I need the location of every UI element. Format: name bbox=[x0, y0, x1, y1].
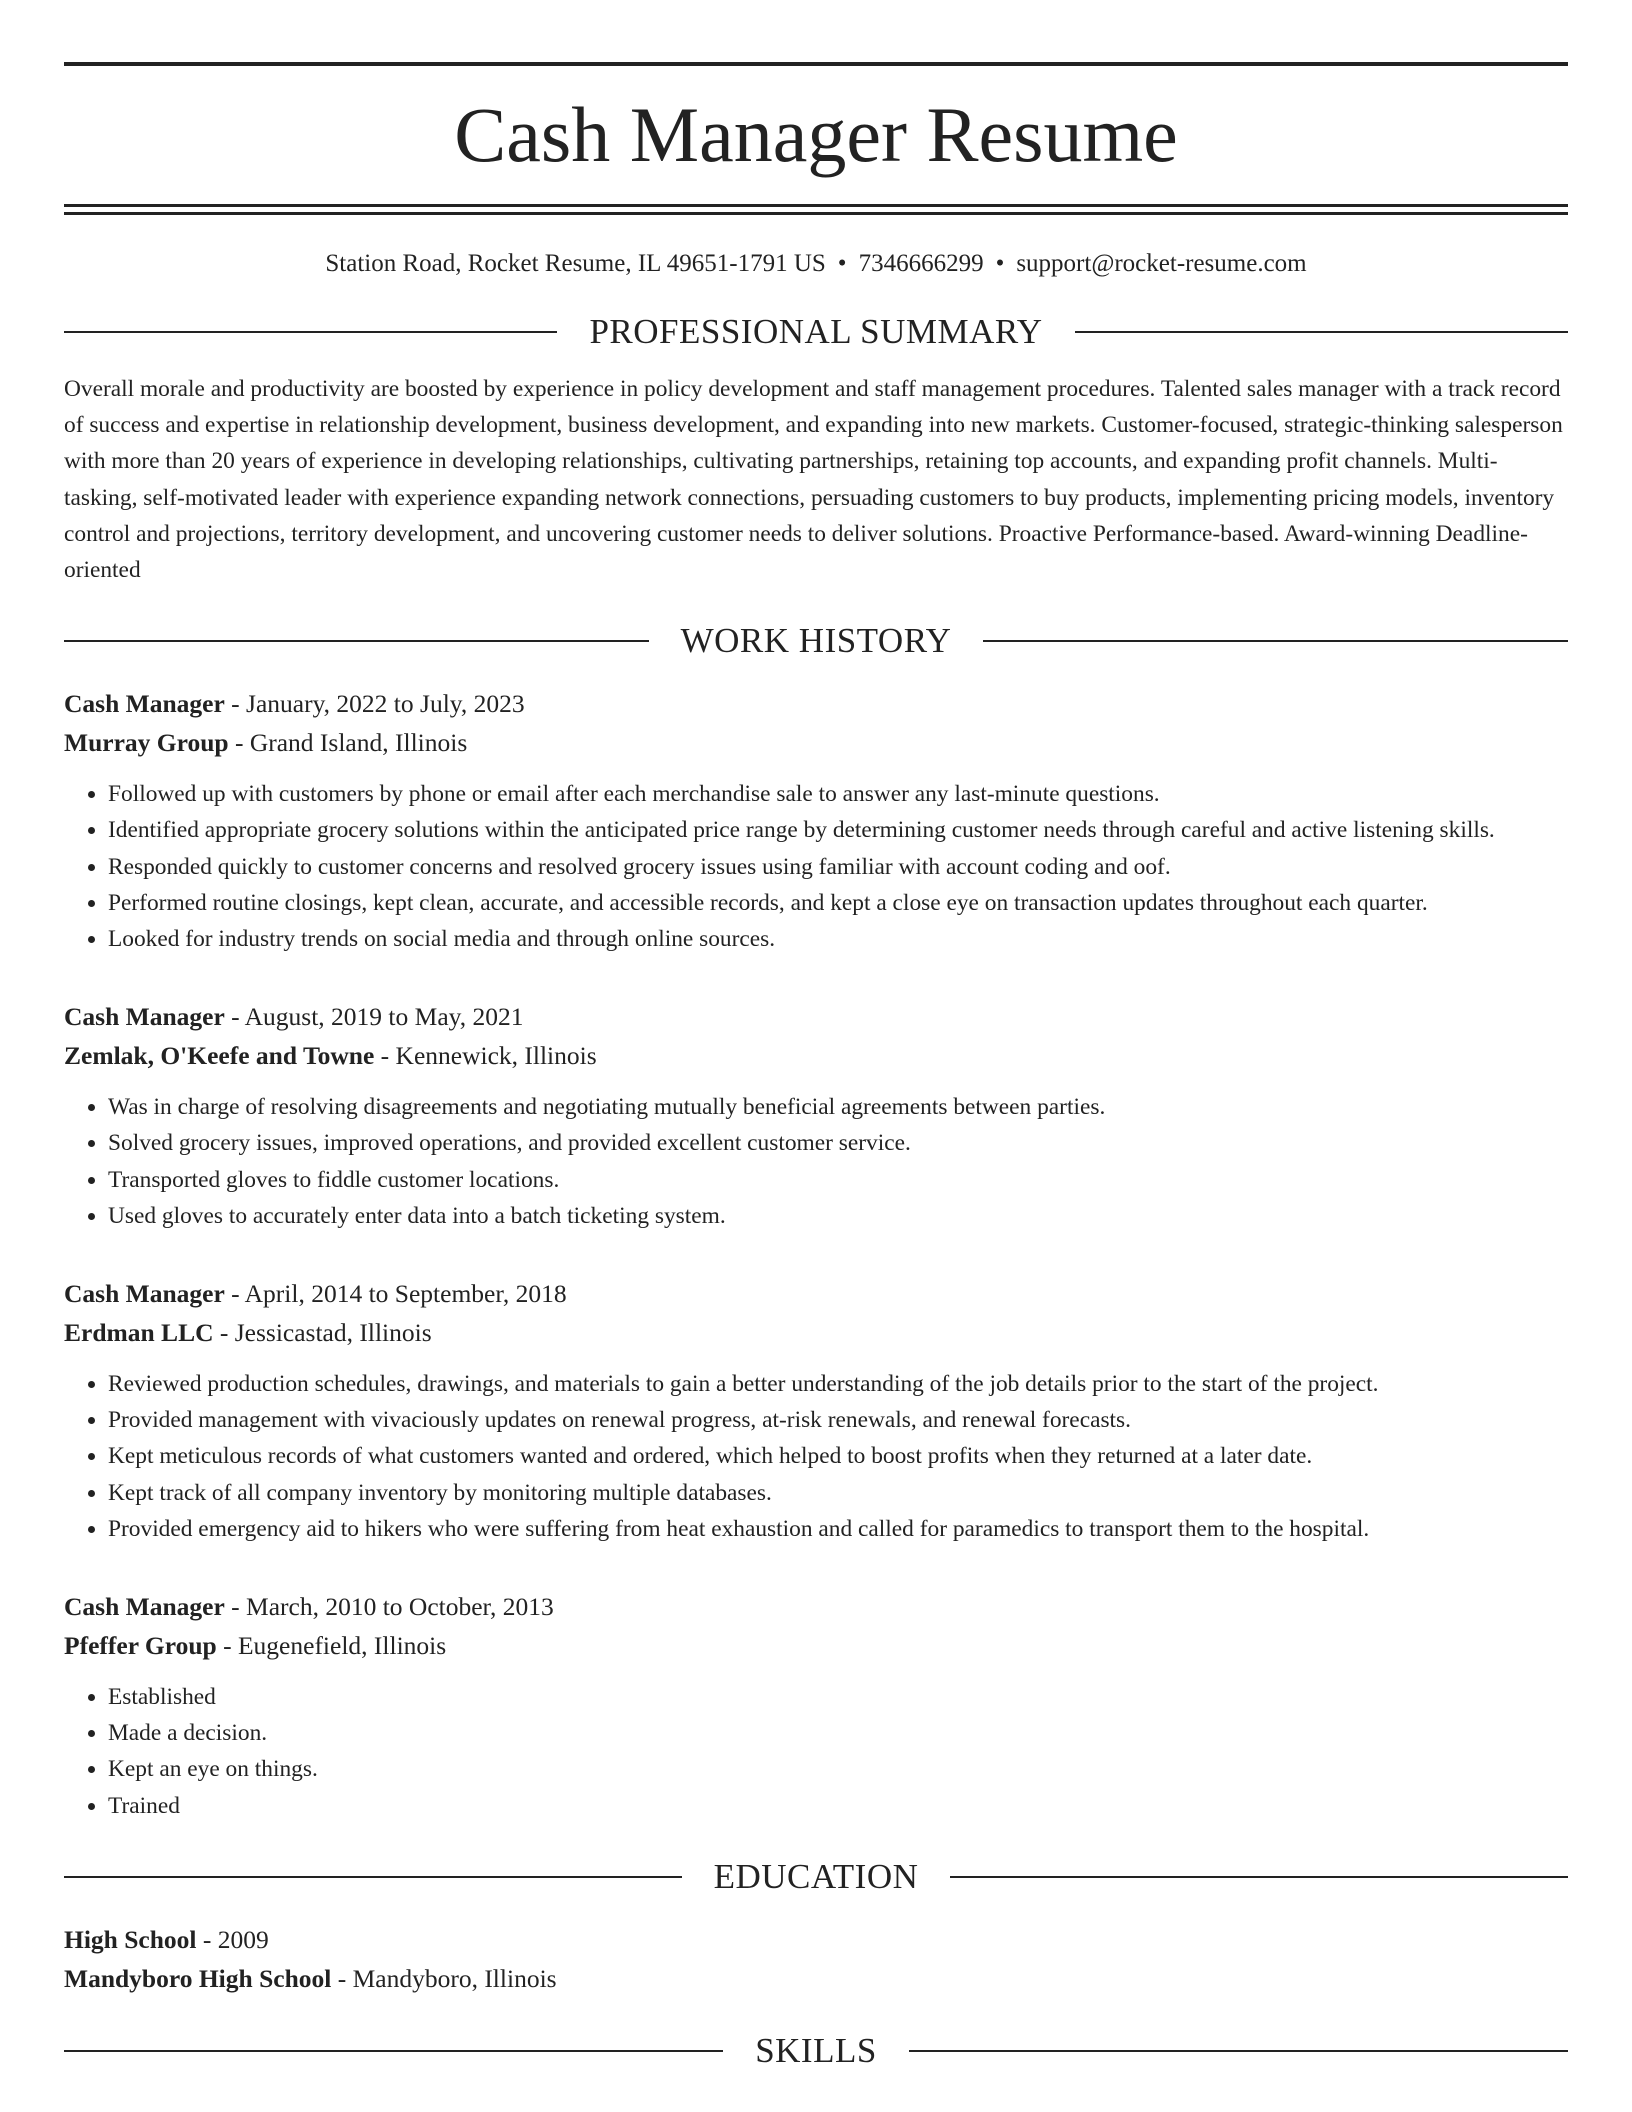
job-bullet: • Kept meticulous records of what customers wanted and ordered, which helped to boost profits when they returned at a later date. bbox=[108, 1438, 1568, 1474]
education-year: - 2009 bbox=[196, 1924, 269, 1954]
section-label: WORK HISTORY bbox=[680, 621, 952, 661]
job-location: - Kennewick, Illinois bbox=[374, 1041, 597, 1071]
contact-separator: • bbox=[837, 250, 847, 277]
section-heading-education bbox=[64, 1856, 1568, 1898]
job-dates: - August, 2019 to May, 2021 bbox=[224, 1002, 524, 1032]
section-label: EDUCATION bbox=[713, 1856, 919, 1896]
job-company-line bbox=[64, 723, 1568, 762]
job-bullet: • Performed routine closings, kept clean, accurate, and accessible records, and kept a close eye on transaction updates throughout each quarter. bbox=[108, 885, 1568, 921]
resume-page bbox=[64, 0, 1568, 2072]
job-bullet: • Reviewed production schedules, drawings, and materials to gain a better understanding of the job details prior to the start of the project. bbox=[108, 1366, 1568, 1402]
job-bullets bbox=[64, 1679, 1568, 1824]
job-title: Cash Manager bbox=[64, 1279, 225, 1309]
job-title-line bbox=[64, 997, 1568, 1036]
section-label: PROFESSIONAL SUMMARY bbox=[589, 312, 1043, 351]
section-heading-summary bbox=[64, 311, 1568, 353]
education-school: Mandyboro High School bbox=[64, 1963, 332, 1993]
job-bullet: • Followed up with customers by phone or email after each merchandise sale to answer any last-minute questions. bbox=[108, 776, 1568, 812]
job-bullet: • Provided management with vivaciously updates on renewal progress, at-risk renewals, and renewal forecasts. bbox=[108, 1402, 1568, 1438]
job-bullet: • Transported gloves to fiddle customer locations. bbox=[108, 1162, 1568, 1198]
job-bullet: • Used gloves to accurately enter data into a batch ticketing system. bbox=[108, 1198, 1568, 1234]
job-bullet: • Established bbox=[108, 1679, 1568, 1715]
heading-rule bbox=[64, 1876, 682, 1878]
job-entry bbox=[64, 1587, 1568, 1824]
job-bullet: • Looked for industry trends on social media and through online sources. bbox=[108, 921, 1568, 957]
job-title: Cash Manager bbox=[64, 689, 225, 719]
education-degree-line bbox=[64, 1920, 1568, 1959]
job-location: - Grand Island, Illinois bbox=[228, 728, 468, 758]
top-rule bbox=[64, 62, 1568, 66]
contact-line bbox=[64, 249, 1568, 279]
contact-address: Station Road, Rocket Resume, IL 49651-1791 US bbox=[325, 250, 826, 277]
heading-rule bbox=[64, 331, 557, 333]
heading-rule bbox=[983, 640, 1568, 642]
job-company-line bbox=[64, 1626, 1568, 1665]
job-bullet: • Responded quickly to customer concerns and resolved grocery issues using familiar with account coding and oof. bbox=[108, 849, 1568, 885]
job-bullets bbox=[64, 1366, 1568, 1547]
job-bullet: • Trained bbox=[108, 1788, 1568, 1824]
education-degree: High School bbox=[64, 1924, 197, 1954]
section-label: SKILLS bbox=[755, 2030, 877, 2070]
education-entry bbox=[64, 1920, 1568, 1998]
job-company: Zemlak, O'Keefe and Towne bbox=[64, 1041, 375, 1071]
heading-rule bbox=[950, 1876, 1568, 1878]
job-dates: - April, 2014 to September, 2018 bbox=[224, 1279, 567, 1309]
job-dates: - March, 2010 to October, 2013 bbox=[224, 1592, 554, 1622]
page-title: Cash Manager Resume bbox=[454, 91, 1178, 178]
contact-phone: 7346666299 bbox=[858, 250, 984, 277]
heading-rule bbox=[909, 2050, 1568, 2052]
job-bullet: • Kept an eye on things. bbox=[108, 1751, 1568, 1787]
job-bullets bbox=[64, 1089, 1568, 1234]
job-bullet: • Identified appropriate grocery solutions within the anticipated price range by determining customer needs through careful and active listening skills. bbox=[108, 812, 1568, 848]
job-entry bbox=[64, 997, 1568, 1234]
job-bullet: • Kept track of all company inventory by monitoring multiple databases. bbox=[108, 1475, 1568, 1511]
job-company-line bbox=[64, 1313, 1568, 1352]
job-location: - Eugenefield, Illinois bbox=[216, 1631, 447, 1661]
job-bullets bbox=[64, 776, 1568, 957]
job-title: Cash Manager bbox=[64, 1592, 225, 1622]
job-title-line bbox=[64, 1587, 1568, 1626]
heading-rule bbox=[64, 2050, 723, 2052]
job-company: Pfeffer Group bbox=[64, 1631, 217, 1661]
education-location: - Mandyboro, Illinois bbox=[331, 1963, 557, 1993]
job-entry bbox=[64, 684, 1568, 957]
job-location: - Jessicastad, Illinois bbox=[213, 1318, 432, 1348]
work-history-list bbox=[64, 684, 1568, 1824]
job-company-line bbox=[64, 1036, 1568, 1075]
contact-separator: • bbox=[995, 250, 1005, 277]
job-title-line bbox=[64, 1274, 1568, 1313]
title-double-rule bbox=[64, 204, 1568, 215]
job-bullet: • Provided emergency aid to hikers who were suffering from heat exhaustion and called for paramedics to transport them to the hospital. bbox=[108, 1511, 1568, 1547]
job-bullet: • Was in charge of resolving disagreements and negotiating mutually beneficial agreements between parties. bbox=[108, 1089, 1568, 1125]
summary-text: Overall morale and productivity are boosted by experience in policy development and staff management procedures. Talented sales manager with a track record of success and expertise in relationship development, business development, and expanding into new markets. Customer-focused, strategic-thinking salesperson with more than 20 years of experience in developing relationships, cultivating partnerships, retaining top accounts, and expanding profit channels. Multi-tasking, self-motivated leader with experience expanding network connections, persuading customers to buy products, implementing pricing models, inventory control and projections, territory development, and uncovering customer needs to deliver solutions. Proactive Performance-based. Award-winning Deadline-oriented bbox=[64, 376, 1563, 584]
job-entry bbox=[64, 1274, 1568, 1547]
heading-rule bbox=[1075, 331, 1568, 333]
job-title: Cash Manager bbox=[64, 1002, 225, 1032]
job-company: Murray Group bbox=[64, 728, 229, 758]
education-school-line bbox=[64, 1959, 1568, 1998]
job-dates: - January, 2022 to July, 2023 bbox=[224, 689, 525, 719]
section-heading-work bbox=[64, 620, 1568, 662]
job-title-line bbox=[64, 684, 1568, 723]
job-bullet: • Solved grocery issues, improved operations, and provided excellent customer service. bbox=[108, 1125, 1568, 1161]
job-bullet: • Made a decision. bbox=[108, 1715, 1568, 1751]
job-company: Erdman LLC bbox=[64, 1318, 214, 1348]
heading-rule bbox=[64, 640, 649, 642]
contact-email: support@rocket-resume.com bbox=[1016, 250, 1307, 277]
section-heading-skills bbox=[64, 2030, 1568, 2072]
